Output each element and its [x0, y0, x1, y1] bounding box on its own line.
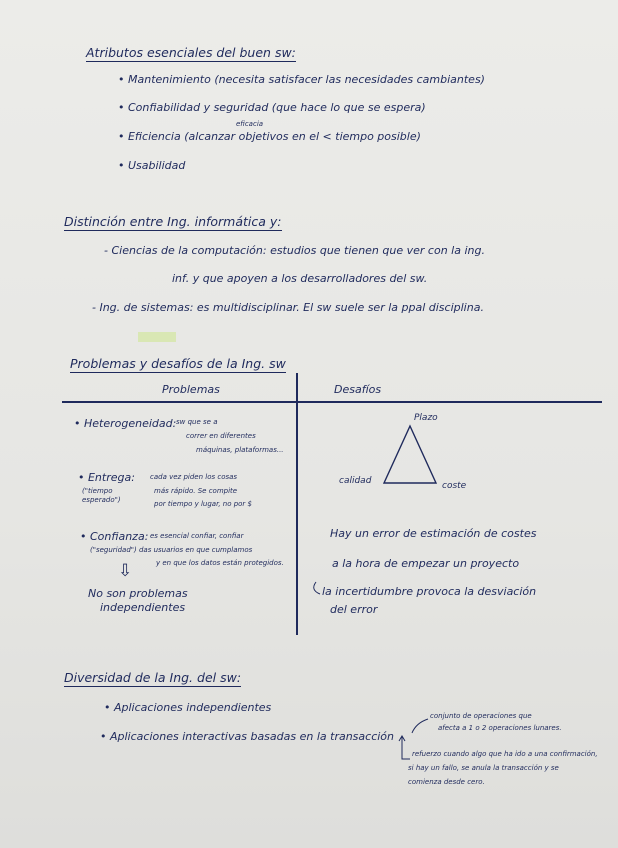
section3-title: Problemas y desafíos de la Ing. sw — [70, 357, 286, 373]
section4-note-1a: conjunto de operaciones que — [430, 712, 532, 720]
triangle-label-right: coste — [442, 481, 467, 491]
challenge-line-2: a la hora de empezar un proyecto — [332, 557, 520, 570]
problem-1-line-1: sw que se a — [176, 418, 218, 426]
section1-item-3: • Eficiencia (alcanzar objetivos en el < tiempo posible) — [118, 130, 421, 143]
conclusion-line-2: independientes — [100, 601, 186, 614]
section4-item-2: • Aplicaciones interactivas basadas en la transacción — [100, 730, 395, 743]
problem-3-title: • Confianza: — [80, 530, 149, 543]
section1-note-above: eficacia — [236, 120, 264, 128]
section2-title: Distinción entre Ing. informática y: — [64, 215, 282, 231]
triangle-label-top: Plazo — [414, 413, 438, 423]
conclusion-line-1: No son problemas — [88, 587, 188, 600]
section4-note-1b: afecta a 1 o 2 operaciones lunares. — [438, 724, 562, 732]
problem-2-line-1: cada vez piden los cosas — [150, 473, 238, 481]
section4-item-1: • Aplicaciones independientes — [104, 701, 272, 714]
triangle-label-left: calidad — [339, 476, 372, 486]
problem-3-line-1: es esencial confiar, confiar — [150, 532, 244, 540]
problem-1-title: • Heterogeneidad: — [74, 417, 177, 430]
problem-2-note: ("tiempo — [82, 487, 113, 495]
section1-item-2: • Confiabilidad y seguridad (que hace lo que se espera) — [118, 101, 426, 114]
section1-item-4: • Usabilidad — [118, 159, 186, 172]
problem-1-line-3: máquinas, plataformas... — [196, 446, 284, 454]
section4-title: Diversidad de la Ing. del sw: — [64, 671, 241, 687]
challenge-line-1: Hay un error de estimación de costes — [330, 527, 537, 540]
section2-line-3: - Ing. de sistemas: es multidisciplinar. El sw suele ser la ppal disciplina. — [92, 301, 484, 314]
section4-note-2b: si hay un fallo, se anula la transacción y se — [408, 764, 559, 772]
problem-2-note-2: esperado") — [82, 496, 121, 504]
down-arrow-icon: ⇩ — [118, 561, 133, 581]
section2-line-2: inf. y que apoyen a los desarrolladores del sw. — [172, 272, 428, 285]
section1-title: Atributos esenciales del buen sw: — [86, 46, 296, 62]
problem-2-title: • Entrega: — [78, 471, 135, 484]
challenge-line-3: la incertidumbre provoca la desviación — [322, 585, 537, 598]
section4-note-2a: refuerzo cuando algo que ha ido a una confirmación, — [412, 750, 598, 758]
problem-2-line-3: por tiempo y lugar, no por $ — [154, 500, 252, 508]
section4-note-2c: comienza desde cero. — [408, 778, 485, 786]
section1-item-1: • Mantenimiento (necesita satisfacer las necesidades cambiantes) — [118, 73, 485, 86]
challenge-line-4: del error — [330, 603, 378, 616]
problem-3-line-3: y en que los datos están protegidos. — [156, 559, 284, 567]
column-header-challenges: Desafíos — [334, 383, 382, 396]
column-header-problems: Problemas — [162, 383, 220, 396]
problem-2-line-2: más rápido. Se compite — [154, 487, 238, 495]
section2-line-1: - Ciencias de la computación: estudios que tienen que ver con la ing. — [104, 244, 485, 257]
problem-3-line-2: ("seguridad") das usuarios en que cumplamos — [90, 546, 253, 554]
problem-1-line-2: correr en diferentes — [186, 432, 256, 440]
